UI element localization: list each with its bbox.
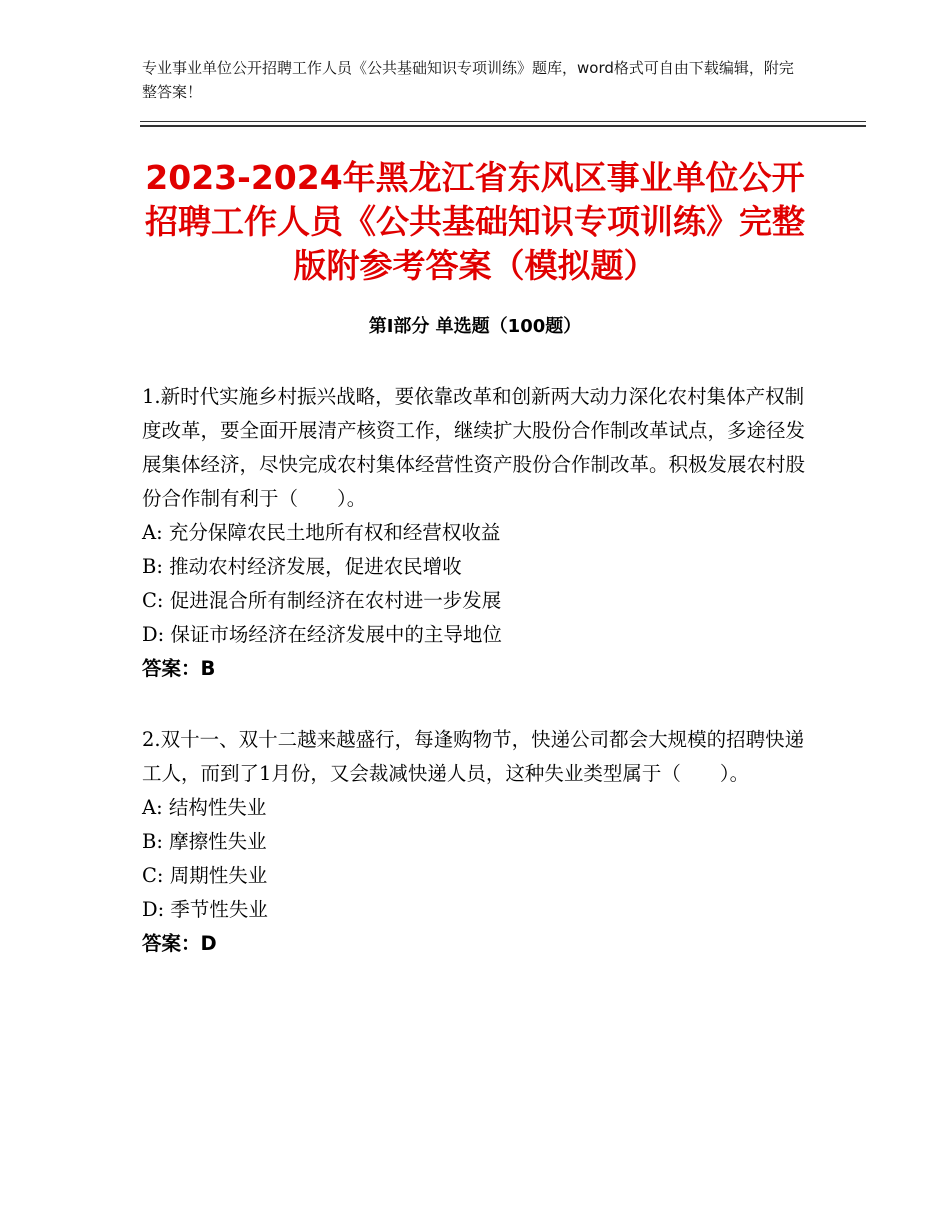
- document-title: 2023-2024年黑龙江省东风区事业单位公开招聘工作人员《公共基础知识专项训练》完整版附参考答案（模拟题）: [145, 158, 805, 285]
- header-divider-thin: [140, 121, 866, 122]
- question-stem: 1.新时代实施乡村振兴战略，要依靠改革和创新两大动力深化农村集体产权制度改革，要全面开展清产核资工作，继续扩大股份合作制改革试点，多途径发展集体经济，尽快完成农村集体经营性资产股份合作制改革。积极发展农村股份合作制有利于（ ）。: [142, 385, 806, 510]
- header-divider-thick: [140, 125, 866, 127]
- option-a: A: 充分保障农民土地所有权和经营权收益: [142, 521, 501, 544]
- header-note: 专业事业单位公开招聘工作人员《公共基础知识专项训练》题库，word格式可自由下载编辑，附完整答案！: [142, 59, 794, 101]
- option-d: D: 季节性失业: [142, 898, 268, 921]
- question-2: [142, 723, 807, 961]
- option-c: C: 周期性失业: [142, 864, 268, 887]
- question-stem: 2.双十一、双十二越来越盛行，每逢购物节，快递公司都会大规模的招聘快递工人，而到了1月份，又会裁减快递人员，这种失业类型属于（ ）。: [142, 728, 805, 785]
- option-a: A: 结构性失业: [142, 796, 267, 819]
- option-c: C: 促进混合所有制经济在农村进一步发展: [142, 589, 502, 612]
- option-d: D: 保证市场经济在经济发展中的主导地位: [142, 623, 502, 646]
- question-1: [142, 380, 807, 686]
- answer-label: 答案：D: [142, 932, 217, 955]
- option-b: B: 摩擦性失业: [142, 830, 267, 853]
- option-b: B: 推动农村经济发展，促进农民增收: [142, 555, 462, 578]
- answer-label: 答案：B: [142, 657, 216, 680]
- section-title: 第Ⅰ部分 单选题（100题）: [368, 316, 582, 337]
